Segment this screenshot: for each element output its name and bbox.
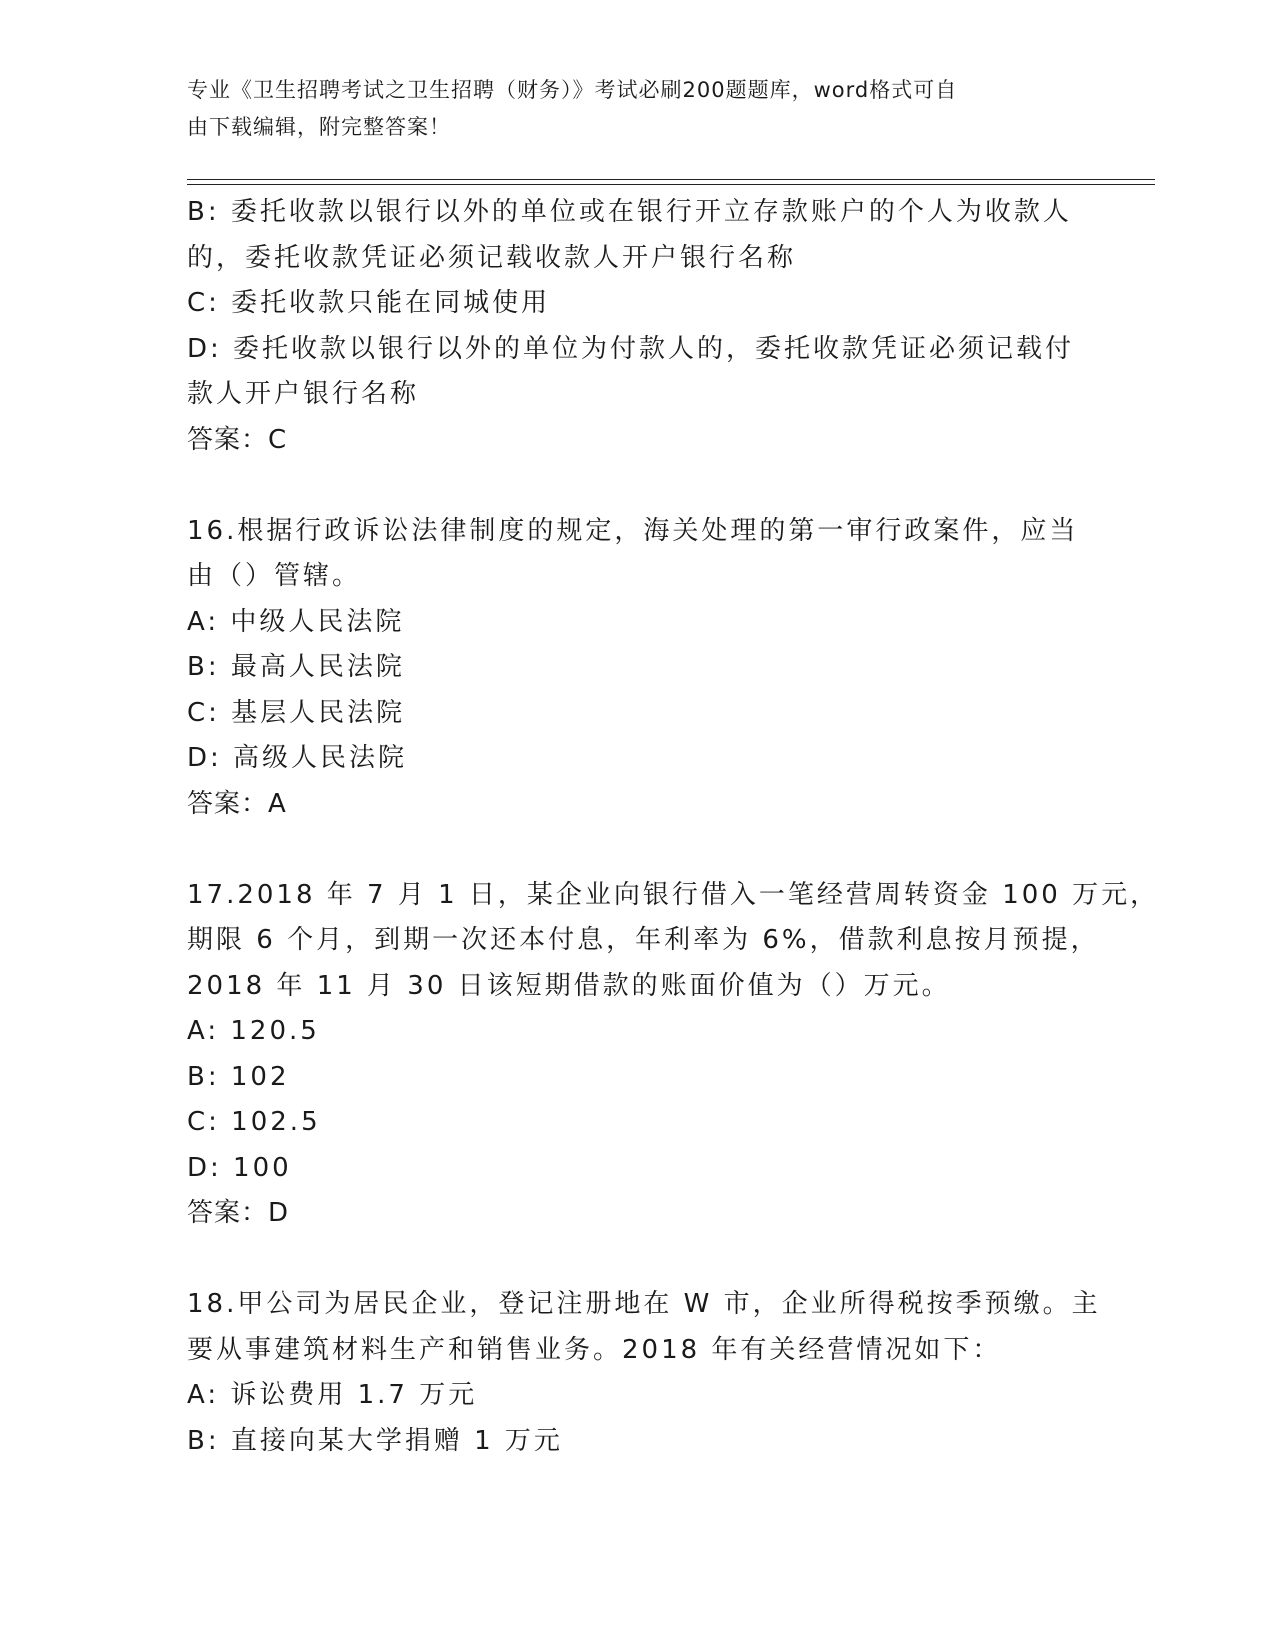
q15-answer: 答案：C (187, 424, 288, 455)
q15-option-c: C: 委托收款只能在同城使用 (187, 288, 551, 318)
q16-stem-line-1: 16.根据行政诉讼法律制度的规定，海关处理的第一审行政案件，应当 (187, 515, 1079, 546)
q17-answer: 答案：D (187, 1198, 290, 1228)
question-18 (187, 1282, 1101, 1464)
q18-stem-line-2: 要从事建筑材料生产和销售业务。2018 年有关经营情况如下： (187, 1334, 1002, 1365)
q16-option-a: A: 中级人民法院 (187, 606, 405, 637)
q16-option-b: B: 最高人民法院 (187, 652, 405, 682)
q16-option-d: D: 高级人民法院 (187, 743, 408, 773)
question-15-continued (187, 190, 1075, 463)
q15-option-b-line-1: B: 委托收款以银行以外的单位或在银行开立存款账户的个人为收款人 (187, 197, 1072, 227)
header-line-1: 专业《卫生招聘考试之卫生招聘（财务）》考试必刷200题题库，word格式可自 (187, 78, 958, 102)
spacer (187, 1237, 1067, 1283)
q17-stem-line-1: 17.2018 年 7 月 1 日，某企业向银行借入一笔经营周转资金 100 万元， (187, 879, 1160, 910)
q17-option-c: C: 102.5 (187, 1107, 321, 1137)
question-17 (187, 873, 1160, 1237)
header-divider-bottom (187, 184, 1155, 185)
q17-option-b: B: 102 (187, 1061, 290, 1092)
q16-answer: 答案：A (187, 788, 287, 819)
header-divider-top (187, 179, 1155, 180)
header-line-2: 由下载编辑，附完整答案！ (187, 115, 451, 139)
spacer (187, 827, 1067, 873)
q15-option-b-line-2: 的，委托收款凭证必须记载收款人开户银行名称 (187, 242, 797, 273)
spacer (187, 463, 1067, 509)
q17-option-a: A: 120.5 (187, 1016, 320, 1046)
q15-option-d-line-2: 款人开户银行名称 (187, 379, 420, 409)
q17-stem-line-2: 期限 6 个月，到期一次还本付息，年利率为 6%，借款利息按月预提， (187, 925, 1100, 955)
q18-option-b: B: 直接向某大学捐赠 1 万元 (187, 1425, 563, 1456)
q18-option-a: A: 诉讼费用 1.7 万元 (187, 1380, 478, 1410)
q16-stem-line-2: 由（）管辖。 (187, 561, 362, 591)
document-header (187, 72, 1067, 146)
q16-option-c: C: 基层人民法院 (187, 697, 406, 728)
q17-stem-line-3: 2018 年 11 月 30 日该短期借款的账面价值为（）万元。 (187, 970, 951, 1001)
question-16 (187, 509, 1079, 828)
q17-option-d: D: 100 (187, 1152, 292, 1183)
document-body (187, 190, 1160, 1464)
q18-stem-line-1: 18.甲公司为居民企业，登记注册地在 W 市，企业所得税按季预缴。主 (187, 1289, 1101, 1319)
q15-option-d-line-1: D: 委托收款以银行以外的单位为付款人的，委托收款凭证必须记载付 (187, 333, 1075, 364)
